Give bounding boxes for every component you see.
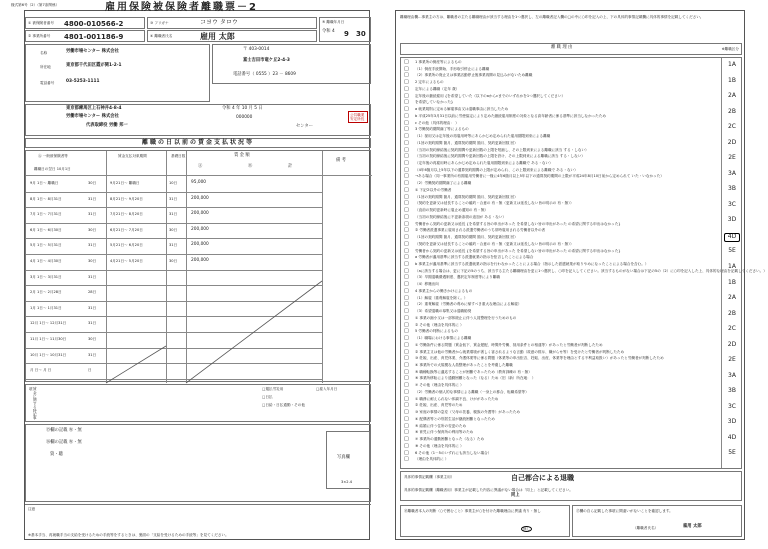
reason-checkbox[interactable]: □	[404, 355, 409, 362]
reason-item: 1 事業所の倒産等によるもの	[415, 60, 462, 64]
reason-item: 4 事業主からの働きかけによるもの	[415, 288, 473, 293]
reason-code: 2C	[727, 123, 736, 131]
photo-label: 写真欄	[337, 455, 350, 460]
reason-checkbox[interactable]: □	[404, 281, 409, 288]
leaver-name: 雇用 太郎	[200, 32, 235, 41]
cert-number: 000000	[236, 115, 253, 120]
reason-checkbox[interactable]: □	[404, 92, 409, 99]
reason-checkbox[interactable]: □	[404, 436, 409, 443]
reason-checkbox[interactable]: □	[404, 422, 409, 429]
date-month: 9	[344, 30, 349, 38]
reason-item: （1回の契約期間 箇月、通算契約期間 箇月、契約更新回数 回）	[415, 235, 518, 240]
reason-code: 2D	[727, 340, 737, 348]
col-note-header: 備 考	[336, 158, 346, 163]
reason-checkbox[interactable]: □	[404, 119, 409, 126]
footer-note: ※基本手当、再就職手当の支給を受けるための手続等をするときは、裏面の「支給を受けるための手続等」を見てください。	[28, 533, 229, 537]
center-label: センター	[296, 124, 314, 129]
reason-code: 3C	[727, 200, 736, 208]
reason-code: 1A	[728, 263, 736, 270]
reason-checkbox[interactable]: □	[404, 341, 409, 348]
reason-checkbox[interactable]: □	[404, 308, 409, 315]
reason-list	[400, 57, 767, 469]
detail-label-2: 具体的事情記載欄（離職者用）事業主が記載した内容に異議がない場合は「同上」と記載してください。	[404, 488, 573, 492]
row-period-b: 5月21日～ 6月20日	[110, 243, 143, 248]
photo-size: 3×2.4	[341, 480, 353, 484]
row-period-a: 1月 1日～ 1月31日	[30, 305, 62, 310]
row-days-a: 31日	[88, 321, 97, 326]
sign-item-1: ⑮欄の記載 ㊒・無	[46, 428, 82, 433]
reason-item: ⑥ 育児に伴う保育所の利用等のため	[415, 430, 474, 435]
reason-code: 3D	[727, 216, 737, 224]
reason-checkbox[interactable]: □	[404, 287, 409, 294]
employer-address: 東京都練馬区上石神井4-8-4	[66, 106, 122, 111]
reason-checkbox[interactable]: □	[404, 375, 409, 382]
reason-code: 1B	[728, 76, 736, 84]
row-wage: 200,000	[191, 242, 209, 248]
reason-item: （4）移籍出向	[415, 282, 439, 287]
reason-item: 定年による離職（定年 歳）	[415, 86, 460, 91]
leaver-tel: 電話番号（ 0555 ）23 － 8609	[233, 72, 296, 77]
reason-checkbox[interactable]: □	[404, 456, 409, 463]
reason-code: 2C	[727, 325, 736, 333]
reason-item: （2）労働者の個人的な事情による離職（一身上の都合、転職希望等）	[415, 389, 529, 394]
reason-item: 労働者から契約の更新又は延長 {を希望する旨の申出があった を希望しない旨の申出があった の希望に関する申出はなかった}	[415, 248, 621, 253]
reason-item: （1）解雇（重責解雇を除く。）	[415, 295, 468, 300]
reason-item: ④ 事業所での大規模な人員整理があったことを考慮した離職	[415, 363, 513, 367]
row-period-a: 4月 1日～ 4月30日	[30, 259, 62, 263]
form-left-page	[11, 2, 370, 540]
reason-checkbox[interactable]: □	[404, 146, 409, 153]
col-wage-header: 賃 金 額	[234, 153, 250, 158]
day-after-label: 離職日の翌日 10月1日	[34, 167, 71, 171]
date-day: 30	[356, 30, 366, 38]
leaver-address: 富士吉田市竜ケ丘2-4-3	[243, 58, 290, 63]
row-days-a: 31日	[88, 305, 97, 310]
reason-item: 労働者から契約の更新又は延長 {を希望する旨の申出があった を希望しない旨の申出があった の希望に関する申出はなかった}	[415, 221, 621, 226]
reason-checkbox[interactable]: □	[404, 415, 409, 422]
reason-item: （契約を更新又は延長することの確約・合意の 有・無（更新又は延長しない旨の明示の 有・無））	[415, 241, 574, 246]
col-a2-header: Ⓐ	[198, 164, 203, 169]
date-label: ⑤ 離職年月日	[322, 20, 345, 24]
col-a-header: Ⓐ 一般被保険者等	[38, 154, 68, 158]
row-period-b: 4月21日～ 5月20日	[110, 259, 143, 263]
reason-code: 5E	[728, 247, 736, 255]
reason-item: （2）事業所の廃止又は事業活動停止後事業再開の見込みがないため離職	[415, 73, 533, 78]
reason-item: 6 その他（1－5のいずれにも該当しない場合）	[415, 450, 492, 455]
reason-item: a 就業規則に定める解雇事由又は退職事由に該当したため	[415, 107, 509, 112]
row-days-b: 10日	[169, 181, 178, 185]
reason-item: ① 下記②以外の労働者	[415, 187, 452, 192]
form-right-page	[395, 10, 767, 540]
reason-checkbox[interactable]: □	[404, 207, 409, 214]
reason-item: （2）労働契約期間満了による離職	[415, 181, 472, 186]
reason-code: 2A	[728, 92, 736, 100]
reason-checkbox[interactable]: □	[404, 160, 409, 166]
row-days-a: 31日	[88, 274, 97, 279]
reason-checkbox[interactable]: □	[404, 220, 409, 227]
detail-value-2: 同上	[511, 493, 520, 498]
reason-checkbox[interactable]: □	[404, 173, 409, 180]
bottom-sign: 雇用 太郎	[683, 524, 702, 529]
reason-checkbox[interactable]: □	[404, 72, 409, 79]
row-days-a: 30日	[88, 337, 97, 341]
reason-item: ⑤ 結婚に伴う住所の変更のため	[415, 423, 467, 428]
name-label: ④ 離職者氏名	[150, 34, 173, 38]
reason-item: ⑤ 職種転換等に適応することが困難であったため（教育訓練の 有・無）	[415, 369, 532, 374]
reason-code: 2D	[727, 138, 737, 146]
reason-checkbox[interactable]: □	[404, 368, 409, 375]
reason-checkbox[interactable]: □	[404, 200, 409, 207]
business-addr-label: 所在地	[40, 65, 51, 69]
sign-item-2: ⑯欄の記載 ㊒・無	[46, 440, 82, 445]
reason-item: 定年後の継続雇用 {を希望していた（以下のaからcまでのいずれかを1つ選択してください）	[415, 93, 566, 98]
reason-item: （3）希望退職の募集又は退職勧奨	[415, 309, 472, 314]
reason-checkbox[interactable]: □	[404, 166, 409, 173]
reason-item: ⑧ その他（理由を具体的に ）	[415, 443, 464, 448]
bottom-left-text: ⑯離職者本人の判断（○で囲むこと）事業主が○を付けた離職理由に異議 有り・無し	[404, 509, 541, 513]
reason-checkbox[interactable]: □	[404, 234, 409, 241]
reason-item: b 平成25年3月31日以前に労使協定により定めた継続雇用制度の対象となる高年齢者に係る基準に該当しなかったため	[415, 113, 606, 118]
reason-item: を希望していなかった}	[415, 100, 454, 105]
reason-checkbox[interactable]: □	[404, 328, 409, 335]
reason-code: 2E	[728, 356, 736, 364]
wage-section-title: 離職の日以前の賃金支払状況等	[25, 138, 371, 148]
reason-code: 4D	[727, 433, 737, 441]
reason-item: （2）重責解雇（労働者の責めに帰すべき重大な理由による解雇）	[415, 302, 522, 307]
row-days-a: 日	[88, 368, 92, 373]
reason-item: （1）倒産手続開始、手形取引停止による離職	[415, 66, 490, 71]
reason-item: （契約を更新又は延長することの確約・合意の 有・無（更新又は延長しない旨の明示の 有・無））	[415, 201, 574, 206]
bottom-sign-label: （離職者氏名）	[633, 526, 659, 530]
cert-date: 令和 4 年 10 月 5 日	[222, 106, 263, 111]
reason-code: 3D	[727, 418, 737, 426]
reason-item: （当初の契約締結後に不更新条項の追加が ある・ない）	[415, 214, 506, 219]
reason-checkbox[interactable]: □	[404, 321, 409, 328]
reason-item: c その他（具体的理由： ）	[415, 120, 459, 125]
option-4: □日給・日払通勤・その他	[262, 403, 305, 407]
reason-item: ① 事業の縮小又は一部休廃止に伴う人員整理を行うためのもの	[415, 315, 517, 320]
option-1: □週払労災用	[262, 387, 284, 391]
row-days-b: 31日	[169, 243, 178, 248]
row-period-b: 9月21日～ 離職日	[110, 181, 140, 185]
reason-checkbox[interactable]: □	[404, 449, 409, 456]
row-days-a: 31日	[88, 352, 97, 357]
reason-checkbox[interactable]: □	[404, 193, 409, 200]
row-days-a: 31日	[88, 212, 97, 217]
reason-item: （当初の契約締結後に契約期間や更新回数の上限を短縮し、その上限到来による離職に該当 する・しない）	[415, 147, 589, 152]
reason-item: （理由を具体的に ）	[415, 457, 449, 462]
reason-checkbox[interactable]: □	[404, 133, 409, 140]
notes-label: 注意	[28, 507, 36, 511]
row-days-b: 31日	[169, 196, 178, 201]
col-reason-header: 離 職 理 由	[551, 45, 573, 50]
row-wage: 200,000	[191, 258, 209, 263]
date-year: 令和 4	[322, 29, 335, 34]
insured-number: 4800-010566-2	[64, 20, 124, 28]
row-period-a: 12月 1日～ 12月31日	[30, 321, 67, 326]
reason-item: ① 職務に耐えられない体調不良、けががあったため	[415, 396, 499, 401]
row-period-a: 2月 1日～ 2月28日	[30, 290, 62, 295]
reason-item: （当初の契約締結後に契約期間や更新回数の上限を設け、その上限到来による離職に該当 する・しない）	[415, 154, 585, 159]
reason-checkbox[interactable]: □	[404, 180, 409, 187]
photo-box	[326, 431, 370, 489]
office-number: 4801-001186-9	[64, 33, 124, 41]
row-days-a: 30日	[88, 181, 97, 185]
reason-checkbox[interactable]: □	[404, 213, 409, 220]
row-period-b: 8月21日～ 9月20日	[110, 196, 143, 201]
business-address: 東京都千代田区霞が関1-2-1	[66, 63, 122, 68]
row-period-a: 6月 1日～ 6月30日	[30, 227, 62, 232]
reason-item: ⑦ 事業所の通勤困難となった（なる）ため	[415, 437, 485, 442]
furigana: コヨウ タロウ	[200, 19, 238, 26]
reason-checkbox[interactable]: □	[404, 409, 409, 416]
reason-checkbox[interactable]: □	[404, 429, 409, 436]
detail-value: 自己都合による退職	[511, 474, 574, 482]
reason-checkbox[interactable]: □	[404, 59, 409, 65]
reason-checkbox[interactable]: □	[404, 382, 409, 389]
row-days-b: 30日	[169, 259, 178, 263]
row-days-a: 30日	[88, 227, 97, 232]
reason-checkbox[interactable]: □	[404, 106, 409, 113]
strike-lines	[26, 151, 372, 383]
reason-code: 4D	[724, 233, 740, 242]
reason-code: 1B	[728, 278, 736, 286]
business-name-label: 名称	[40, 51, 48, 55]
detail-label: 具体的事情記載欄（事業主用）	[404, 475, 455, 479]
reason-item: ② 妊娠、出産、育児等のため	[415, 403, 463, 408]
reason-item: 3 労働契約期間満了等によるもの	[415, 127, 469, 132]
reason-code: 2E	[728, 154, 736, 162]
row-wage: 200,000	[191, 226, 209, 232]
row-wage: 95,000	[191, 180, 207, 185]
reason-item: （直前の契約更新時に雇止め通知の 有・無）	[415, 208, 489, 213]
red-stamp: 公共職業安定所長	[348, 111, 368, 123]
row-period-a: 月 日～ 月 日	[30, 368, 52, 373]
reason-checkbox[interactable]: □	[404, 362, 409, 368]
reason-code: 2B	[728, 107, 736, 115]
postal-code: 〒 403-0014	[243, 47, 270, 52]
reason-item: ③ 家庭の事情の急変（父母の扶養、親族の介護等）があったため	[415, 410, 520, 415]
reason-checkbox[interactable]: □	[404, 301, 409, 308]
row-days-a: 28日	[88, 290, 97, 295]
reason-code: 3C	[727, 402, 736, 410]
office-number-label: ② 事業所番号	[28, 34, 51, 38]
reason-item: （aに該当する場合は、更に下記の5のうち、該当する主たる離職理由を更に1つ選択し、○印を記入してください。該当するものがない場合は下記の5の（2）に○印を記入した上、具体的な理由を記載してください。）	[415, 268, 767, 273]
reason-item: ⑥ 事業所移転により通勤困難となった（なる）ため（旧（新）所在地： ）	[415, 376, 536, 381]
reason-item: （4年6箇月以上5年以下の通算契約期間の上限が定められ、この上限到来による離職で ある・ない）	[415, 167, 578, 172]
reason-item: （定年後の再雇用時にあらかじめ定められた雇用期限到来による離職で ある・ない）	[415, 161, 553, 165]
col-b2-header: Ⓑ	[248, 164, 253, 169]
reason-checkbox[interactable]: □	[404, 153, 409, 160]
row-wage: 200,000	[191, 195, 209, 201]
reason-checkbox[interactable]: □	[404, 442, 409, 449]
bottom-right-text: ⑰欄の自ら記載した事項に間違いがないことを確認します。	[576, 509, 673, 513]
row-period-b: 7月21日～ 8月20日	[110, 212, 143, 217]
reason-checkbox[interactable]: □	[404, 254, 409, 261]
col-b-header: 賃金支払対象期間	[118, 154, 147, 158]
reason-code: 1A	[728, 61, 736, 68]
reason-item: （1）職場における事情による離職	[415, 336, 472, 341]
bottom-left-circled: 無し	[523, 527, 531, 531]
reason-item: 2 定年によるもの	[415, 80, 444, 85]
reason-code: 3A	[728, 371, 736, 379]
reason-checkbox[interactable]: □	[404, 65, 409, 72]
reason-checkbox[interactable]: □	[404, 395, 409, 402]
reason-item: ④ 配偶者等との別居生活が継続困難となったため	[415, 416, 495, 421]
business-tel-label: 電話番号	[40, 81, 55, 85]
row-wage: 200,000	[191, 211, 209, 217]
reason-checkbox[interactable]: □	[404, 402, 409, 409]
reason-checkbox[interactable]: □	[404, 247, 409, 254]
option-3: □日払	[262, 395, 273, 399]
row-period-b: 6月21日～ 7月20日	[110, 227, 143, 232]
reason-item: b 事業主が適用基準に該当する派遣就業の指示を行わなかったことによる場合（指示した派遣就業が取りやめになったことによる場合を含む。）	[415, 262, 649, 266]
row-days-a: 31日	[88, 196, 97, 201]
reason-code: 2A	[728, 294, 736, 302]
form-id: 様式第6号（2）（第7条関係）	[11, 3, 60, 7]
reason-checkbox[interactable]: □	[404, 139, 409, 146]
row-period-a: 10月 1日～ 10月31日	[30, 352, 67, 357]
reason-checkbox[interactable]: □	[404, 85, 409, 92]
business-tel: 03-5253-1111	[66, 79, 100, 84]
reason-code: 3B	[728, 185, 736, 193]
col-total-header: 計	[288, 164, 293, 169]
reason-item: ② その他（理由を具体的に ）	[415, 322, 464, 327]
reason-checkbox[interactable]: □	[404, 126, 409, 133]
reason-checkbox[interactable]: □	[404, 79, 409, 86]
reason-item: ② 事業主又は他の労働者から就業環境が著しく害されるような言動（故意の排斥、嫌がらせ等）を受けたと労働者が判断したため	[415, 349, 625, 354]
reason-checkbox[interactable]: □	[404, 335, 409, 342]
reason-item: （1回の契約期間 箇月、通算契約期間 箇月、契約更新回数 回）	[415, 194, 518, 199]
reason-code: 5E	[728, 449, 736, 457]
reason-item: （1）採用又は定年後の再雇用時等にあらかじめ定められた雇用期限到来による離職	[415, 134, 551, 139]
reason-checkbox[interactable]: □	[404, 227, 409, 234]
reason-item: （3）早期退職優遇制度、選択定年制度等により離職	[415, 275, 500, 280]
row-period-a: 11月 1日～ 11月30日	[30, 337, 67, 341]
reason-item: ① 労働条件に係る問題（賃金低下、賃金遅配、時間外労働、採用条件との相違等）があったと労働者が判断したため	[415, 342, 603, 347]
furigana-label: ③ フリガナ	[150, 21, 169, 25]
reason-item: ② 労働者派遣事業に雇用される派遣労働者のうち常時雇用される労働者以外の者	[415, 228, 546, 233]
reason-item: ③ 妊娠、出産、育児休業、介護休業等に係る問題（休業等の申出拒否、妊娠、出産、休業等を理由とする不利益取扱い）があったと労働者が判断したため	[415, 356, 664, 361]
reason-checkbox[interactable]: □	[404, 388, 409, 395]
row-period-a: 7月 1日～ 7月31日	[30, 212, 62, 217]
reason-checkbox[interactable]: □	[404, 186, 409, 193]
reason-item: （1回の契約期間 箇月、通算契約期間 箇月、契約更新回数 回）	[415, 140, 518, 145]
employer-representative: 代表取締役 労働 邦一	[86, 123, 128, 128]
row-days-b: 30日	[169, 227, 178, 232]
reason-code: 3B	[728, 387, 736, 395]
reason-checkbox[interactable]: □	[404, 294, 409, 301]
col-code-header: ※離職区分	[721, 47, 739, 51]
reason-item: 5 労働者の判断によるもの	[415, 329, 458, 334]
business-name: 労働市場センター 株式会社	[66, 49, 119, 54]
reason-checkbox[interactable]: □	[404, 261, 409, 267]
reason-item: ⑦ その他（理由を具体的に ）	[415, 383, 464, 388]
reason-checkbox[interactable]: □	[404, 240, 409, 247]
row-period-a: 5月 1日～ 5月31日	[30, 243, 62, 248]
reason-checkbox[interactable]: □	[404, 112, 409, 119]
wage-table	[25, 150, 371, 382]
reason-code: 2B	[728, 309, 736, 317]
reason-item: →ある場合（同一事業所の有期雇用労働者に一様に4年6箇月以上5年以下の通算契約期間の上限が平成24年8月10日前から定められて いた・いなかった）	[415, 174, 664, 179]
col-c-header: 基礎日数	[171, 154, 186, 158]
row-days-a: 30日	[88, 259, 97, 263]
reason-checkbox[interactable]: □	[404, 274, 409, 281]
sign-item-3: 資・聴	[50, 452, 63, 457]
reason-header: 離職理由欄…事業主の方は、離職者の主たる離職理由が該当する理由を1つ選択し、左の離職者記入欄の□の中に○印を記入の上、下の具体的事情記載欄に具体的事情を記載してください。	[400, 15, 704, 19]
option-2: □雇入年月日	[316, 387, 338, 391]
row-days-b: 31日	[169, 212, 178, 217]
special-label: 賃金に関する特記事項	[29, 387, 38, 420]
insured-number-label: ① 被保険者番号	[28, 21, 54, 25]
reason-checkbox[interactable]: □	[404, 99, 409, 106]
reason-checkbox[interactable]: □	[404, 267, 409, 274]
employer-name: 労働市場センター 株式会社	[66, 114, 119, 119]
row-period-a: 9月 1日～ 離職日	[30, 181, 59, 185]
reason-code: 3A	[728, 169, 736, 177]
row-period-a: 3月 1日～ 3月31日	[30, 274, 62, 279]
row-days-a: 31日	[88, 243, 97, 248]
row-period-a: 8月 1日～ 8月31日	[30, 196, 62, 201]
reason-item: a 労働者が適用基準に該当する派遣就業の指示を拒否したことによる場合	[415, 255, 534, 260]
reason-checkbox[interactable]: □	[404, 314, 409, 321]
form-title: 雇用保険被保険者離職票－2	[105, 2, 258, 13]
reason-checkbox[interactable]: □	[404, 348, 409, 355]
